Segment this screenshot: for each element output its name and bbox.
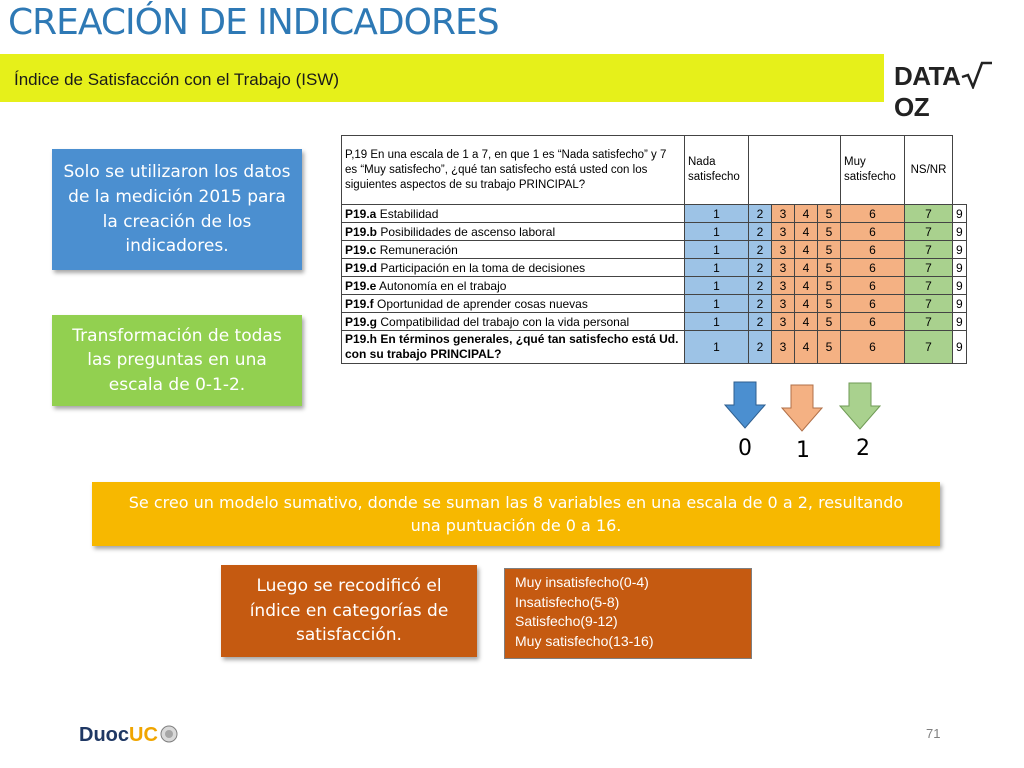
row-question <box>342 277 685 295</box>
row-value: 2 <box>749 313 772 331</box>
table-row <box>342 277 967 295</box>
row-value: 5 <box>818 223 841 241</box>
row-value: 6 <box>841 205 905 223</box>
table-row <box>342 331 967 364</box>
row-value: 9 <box>953 313 967 331</box>
row-text: Estabilidad <box>379 206 439 221</box>
row-value: 9 <box>953 331 967 364</box>
row-value: 7 <box>905 295 953 313</box>
category-list <box>504 568 752 659</box>
row-question <box>342 241 685 259</box>
row-value: 3 <box>772 295 795 313</box>
row-question <box>342 313 685 331</box>
page-title: CREACIÓN DE INDICADORES <box>8 2 499 43</box>
row-value: 5 <box>818 241 841 259</box>
row-value: 9 <box>953 205 967 223</box>
row-value: 1 <box>685 241 749 259</box>
row-value: 5 <box>818 313 841 331</box>
subtitle: Índice de Satisfacción con el Trabajo (ISW) <box>14 70 340 89</box>
row-value: 2 <box>749 331 772 364</box>
row-value: 4 <box>795 313 818 331</box>
row-value: 2 <box>749 223 772 241</box>
category-item: Muy insatisfecho(0-4) <box>515 574 649 590</box>
category-item: Satisfecho(9-12) <box>515 613 618 629</box>
note-recode <box>221 565 477 657</box>
table-row <box>342 223 967 241</box>
row-text: Posibilidades de ascenso laboral <box>380 224 556 239</box>
row-value: 2 <box>749 205 772 223</box>
row-text: En términos generales, ¿qué tan satisfecho está Ud. con su trabajo PRINCIPAL? <box>345 332 679 361</box>
row-value: 1 <box>685 259 749 277</box>
row-value: 3 <box>772 205 795 223</box>
row-value: 1 <box>685 295 749 313</box>
row-value: 7 <box>905 331 953 364</box>
datavoz-logo <box>894 61 1024 123</box>
row-value: 9 <box>953 223 967 241</box>
row-code: P19.d <box>345 260 378 275</box>
nsnr-header: NS/NR <box>905 136 953 205</box>
row-value: 7 <box>905 313 953 331</box>
label-zero: 0 <box>738 436 752 461</box>
seal-icon <box>160 725 178 743</box>
row-text: Autonomía en el trabajo <box>379 278 507 293</box>
row-text: Oportunidad de aprender cosas nuevas <box>377 296 588 311</box>
row-value: 3 <box>772 259 795 277</box>
page-number: 71 <box>926 726 941 741</box>
row-value: 6 <box>841 277 905 295</box>
row-value: 3 <box>772 277 795 295</box>
row-value: 5 <box>818 295 841 313</box>
row-value: 2 <box>749 295 772 313</box>
arrow-down-green-icon <box>839 382 881 430</box>
logo-left-text: DATA <box>894 61 961 91</box>
table-row <box>342 259 967 277</box>
row-value: 2 <box>749 241 772 259</box>
row-value: 9 <box>953 241 967 259</box>
row-value: 1 <box>685 277 749 295</box>
row-value: 7 <box>905 277 953 295</box>
row-value: 9 <box>953 277 967 295</box>
row-question <box>342 295 685 313</box>
arrow-down-blue-icon <box>724 381 766 429</box>
row-code: P19.f <box>345 296 374 311</box>
row-value: 2 <box>749 277 772 295</box>
row-value: 6 <box>841 241 905 259</box>
row-text: Participación en la toma de decisiones <box>380 260 586 275</box>
row-value: 9 <box>953 259 967 277</box>
row-value: 6 <box>841 313 905 331</box>
row-value: 5 <box>818 259 841 277</box>
note-recode-text: Luego se recodificó el índice en categorías de satisfacción. <box>249 576 449 646</box>
row-value: 1 <box>685 223 749 241</box>
row-value: 4 <box>795 223 818 241</box>
row-value: 4 <box>795 241 818 259</box>
muy-header: Muy satisfecho <box>841 136 905 205</box>
row-value: 7 <box>905 241 953 259</box>
logo-right-text: OZ <box>894 92 930 122</box>
table-header-row <box>342 136 967 205</box>
question-header: P,19 En una escala de 1 a 7, en que 1 es “Nada satisfecho” y 7 es “Muy satisfecho”, ¿qué tan satisfecho está usted con los siguientes aspectos de su trabajo PRINCIPAL? <box>342 136 685 205</box>
row-code: P19.b <box>345 224 378 239</box>
row-value: 5 <box>818 277 841 295</box>
survey-table <box>341 135 967 364</box>
row-value: 4 <box>795 277 818 295</box>
row-value: 1 <box>685 205 749 223</box>
arrow-down-orange-icon <box>781 384 823 432</box>
row-value: 5 <box>818 205 841 223</box>
row-code: P19.c <box>345 242 377 257</box>
row-value: 7 <box>905 205 953 223</box>
row-value: 1 <box>685 313 749 331</box>
row-value: 6 <box>841 223 905 241</box>
row-value: 4 <box>795 295 818 313</box>
label-one: 1 <box>796 438 810 463</box>
row-value: 6 <box>841 331 905 364</box>
note-scale-transform-text: Transformación de todas las preguntas en una escala de 0-1-2. <box>72 325 282 395</box>
label-two: 2 <box>856 436 870 461</box>
row-value: 9 <box>953 295 967 313</box>
note-sum-model-text: Se creo un modelo sumativo, donde se suman las 8 variables en una escala de 0 a 2, resultando una puntuación de 0 a 16. <box>128 492 904 535</box>
category-item: Muy satisfecho(13-16) <box>515 632 654 649</box>
row-value: 3 <box>772 313 795 331</box>
brand-duoc: Duoc <box>79 724 129 746</box>
row-value: 3 <box>772 331 795 364</box>
row-question <box>342 205 685 223</box>
row-value: 3 <box>772 223 795 241</box>
row-value: 1 <box>685 331 749 364</box>
row-text: Compatibilidad del trabajo con la vida personal <box>380 314 630 329</box>
row-value: 3 <box>772 241 795 259</box>
row-value: 2 <box>749 259 772 277</box>
row-code: P19.h <box>345 332 378 346</box>
row-question <box>342 259 685 277</box>
row-value: 4 <box>795 259 818 277</box>
note-data-2015-text: Solo se utilizaron los datos de la medición 2015 para la creación de los indicadores. <box>63 162 291 257</box>
note-data-2015 <box>52 149 302 270</box>
row-value: 5 <box>818 331 841 364</box>
blank-header <box>749 136 841 205</box>
table-row <box>342 295 967 313</box>
row-value: 6 <box>841 295 905 313</box>
row-code: P19.g <box>345 314 378 329</box>
table-body <box>342 205 967 364</box>
row-value: 7 <box>905 223 953 241</box>
duocuc-logo <box>79 724 178 747</box>
nada-header: Nada satisfecho <box>685 136 749 205</box>
row-code: P19.a <box>345 206 377 221</box>
row-code: P19.e <box>345 278 377 293</box>
table-row <box>342 205 967 223</box>
category-item: Insatisfecho(5-8) <box>515 593 620 610</box>
brand-uc: UC <box>129 724 158 746</box>
check-root-icon <box>960 61 992 89</box>
row-value: 7 <box>905 259 953 277</box>
row-text: Remuneración <box>379 242 458 257</box>
note-sum-model <box>92 482 940 546</box>
row-question <box>342 331 685 364</box>
table-row <box>342 313 967 331</box>
row-value: 6 <box>841 259 905 277</box>
row-value: 4 <box>795 205 818 223</box>
row-question <box>342 223 685 241</box>
table-row <box>342 241 967 259</box>
note-scale-transform <box>52 315 302 406</box>
row-value: 4 <box>795 331 818 364</box>
